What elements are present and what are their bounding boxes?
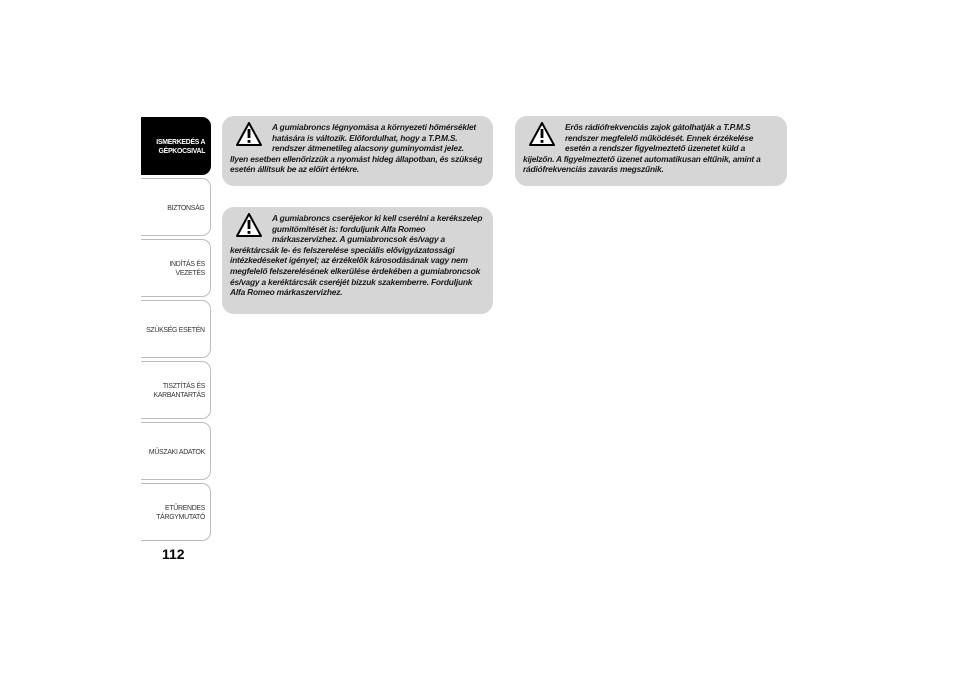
warning-text-full: keréktárcsák le- és felszerelése speciális elővigyázatossági intézkedéseket igényel; az érzékelők károsodásának vagy nem megfelelő felszerelésének elkerülése érdekében a gumiabroncsok és/vagy a keréktárcsák cseréjét bízzuk szakemberre. Forduljunk Alfa Romeo márkaszervizhez. bbox=[230, 244, 481, 298]
tab-label: BIZTONSÁG bbox=[167, 202, 205, 212]
warning-box bbox=[222, 116, 493, 186]
tab-szukseg[interactable] bbox=[141, 300, 211, 358]
tab-ismerkedes[interactable] bbox=[141, 117, 211, 175]
tab-label: MŰSZAKI ADATOK bbox=[148, 446, 205, 456]
tab-targymutato[interactable] bbox=[141, 483, 211, 541]
warning-text bbox=[523, 122, 779, 175]
warning-text-indented: A gumiabroncs cseréjekor ki kell cserélni a kerékszelep gumitömítését is: forduljunk Alfa Romeo márkaszervizhez. A gumiabroncsok és/vagy a bbox=[272, 213, 483, 245]
warning-box bbox=[515, 116, 787, 186]
tab-inditas[interactable] bbox=[141, 239, 211, 297]
tab-muszaki[interactable] bbox=[141, 422, 211, 480]
tab-biztonsag[interactable] bbox=[141, 178, 211, 236]
warning-text-full: kijelzőn. A figyelmeztető üzenet automatikusan eltűnik, amint a rádiófrekvenciás zavarás megszűnik. bbox=[523, 153, 761, 175]
tab-label: TISZTÍTÁS ÉS KARBANTARTÁS bbox=[153, 381, 205, 399]
warning-triangle-icon bbox=[236, 213, 262, 237]
warning-text-indented: Erős rádiófrekvenciás zajok gátolhatják a T.P.M.S rendszer megfelelő működését. Ennek érzékelése esetén a rendszer figyelmeztető üzenetet küld a bbox=[565, 122, 754, 154]
warning-box bbox=[222, 207, 493, 314]
tab-label: ETŰRENDES TÁRGYMUTATÓ bbox=[156, 503, 205, 521]
warning-triangle-icon bbox=[236, 122, 262, 146]
tab-label: SZÜKSÉG ESETÉN bbox=[146, 324, 205, 334]
warning-triangle-icon bbox=[529, 122, 555, 146]
tab-label: INDÍTÁS ÉS VEZETÉS bbox=[169, 259, 205, 277]
tab-label: ISMERKEDÉS A GÉPKOCSIVAL bbox=[156, 137, 205, 155]
warning-text bbox=[230, 122, 485, 175]
page-number: 112 bbox=[162, 546, 185, 562]
warning-text-indented: A gumiabroncs légnyomása a környezeti hőmérséklet hatására is változik. Előfordulhat, hogy a T.P.M.S. rendszer átmenetileg alacsony guminyomást jelez. bbox=[272, 122, 476, 154]
tab-tisztitas[interactable] bbox=[141, 361, 211, 419]
warning-text bbox=[230, 213, 485, 298]
warning-text-full: Ilyen esetben ellenőrizzük a nyomást hideg állapotban, és szükség esetén állítsuk be az előírt értékre. bbox=[230, 153, 483, 175]
